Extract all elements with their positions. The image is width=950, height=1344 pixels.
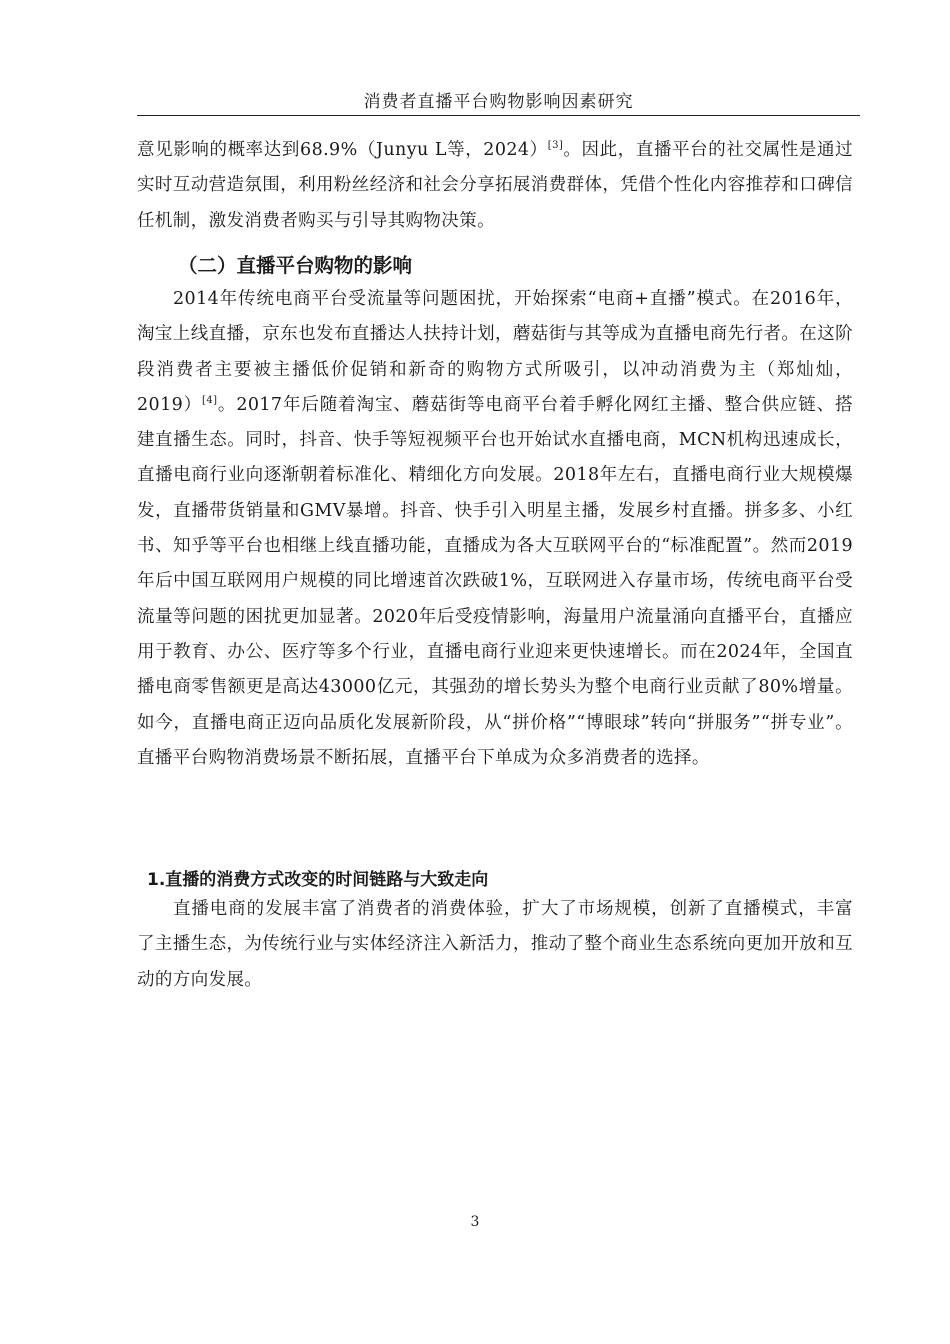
section-heading: （二）直播平台购物的影响 bbox=[178, 254, 413, 277]
running-header: 消费者直播平台购物影响因素研究 bbox=[363, 92, 634, 112]
main-text-cont: 。2017年后随着淘宝、蘑菇街等电商平台着手孵化网红主播、整合供应链、搭建直播生态。同时，抖音、快手等短视频平台也开始试水直播电商，MCN机构迅速成长，直播电商行业向逐渐朝着标准化、精细化方向发展。2018年左右，直播电商行业大规模爆发，直播带货销量和GMV暴增。抖音、快手引入明星主播，发展乡村直播。拼多多、小红书、知乎等平台也相继上线直播功能，直播成为各大互联网平台的“标准配置”。然而2019年后中国互联网用户规模的同比增速首次跌破1%，互联网进入存量市场，传统电商平台受流量等问题的困扰更加显著。2020年后受疫情影响，海量用户流量涌向直播平台，直播应用于教育、办公、医疗等多个行业，直播电商行业迎来更快速增长。而在2024年，全国直播电商零售额更是高达43000亿元，其强劲的增长势头为整个电商行业贡献了80%增量。如今，直播电商正迈向品质化发展新阶段，从“拼价格”“博眼球”转向“拼服务”“拼专业”。直播平台购物消费场景不断拓展，直播平台下单成为众多消费者的选择。 bbox=[137, 394, 853, 768]
citation-ref: [4] bbox=[202, 394, 218, 406]
closing-text: 直播电商的发展丰富了消费者的消费体验，扩大了市场规模，创新了直播模式，丰富了主播生态，为传统行业与实体经济注入新活力，推动了整个商业生态系统向更加开放和互动的方向发展。 bbox=[137, 899, 853, 990]
main-paragraph bbox=[137, 282, 853, 776]
intro-paragraph bbox=[137, 133, 853, 239]
main-text: 2014年传统电商平台受流量等问题困扰，开始探索“电商+直播”模式。在2016年，淘宝上线直播，京东也发布直播达人扶持计划，蘑菇街与其等成为直播电商先行者。在这阶段消费者主要被主播低价促销和新奇的购物方式所吸引，以冲动消费为主（郑灿灿，2019） bbox=[137, 289, 853, 415]
subsection-heading: 1.直播的消费方式改变的时间链路与大致走向 bbox=[147, 870, 489, 890]
header-rule bbox=[137, 115, 860, 116]
intro-text-cont: 。因此，直播平台的社交属性是通过实时互动营造氛围，利用粉丝经济和社会分享拓展消费群体，凭借个性化内容推荐和口碑信任机制，激发消费者购买与引导其购物决策。 bbox=[137, 140, 853, 231]
page-number: 3 bbox=[470, 1214, 480, 1230]
citation-ref: [3] bbox=[547, 140, 564, 151]
intro-text: 意见影响的概率达到68.9%（Junyu L等，2024） bbox=[137, 140, 548, 160]
closing-paragraph bbox=[137, 892, 853, 998]
